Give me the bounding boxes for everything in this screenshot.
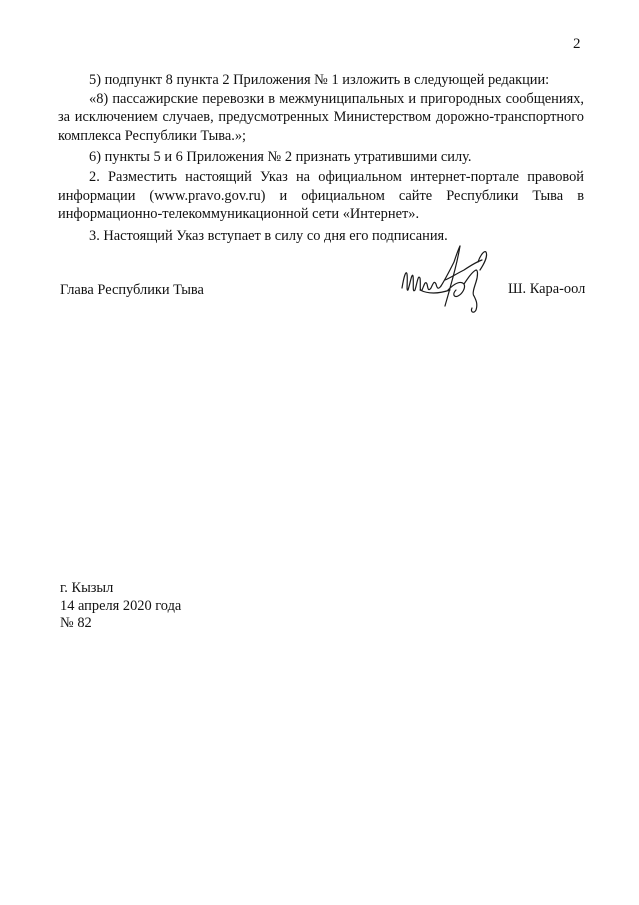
paragraph-item-2: 2. Разместить настоящий Указ на официальном интернет-портале правовой информации (www.pravo.gov.ru) и официальном сайте Республики Тыва в информационно-телекоммуникационной сети «Интернет». <box>58 168 584 223</box>
footer-city: г. Кызыл <box>60 580 114 596</box>
signatory-title: Глава Республики Тыва <box>60 282 204 298</box>
signatory-name: Ш. Кара-оол <box>508 281 586 297</box>
paragraph-quoted-edit: «8) пассажирские перевозки в межмуниципальных и пригородных сообщениях, за исключением случаев, предусмотренных Министерством дорожно-транспортного комплекса Республики Тыва.»; <box>58 90 584 144</box>
paragraph-subitem-5: 5) подпункт 8 пункта 2 Приложения № 1 изложить в следующей редакции: <box>89 72 550 88</box>
footer-number: № 82 <box>60 615 92 631</box>
document-body <box>58 71 584 245</box>
footer-date: 14 апреля 2020 года <box>60 597 182 614</box>
handwritten-signature <box>398 240 498 320</box>
page-number: 2 <box>573 36 581 52</box>
paragraph-subitem-6: 6) пункты 5 и 6 Приложения № 2 признать утратившими силу. <box>89 149 472 166</box>
paragraph-item-3: 3. Настоящий Указ вступает в силу со дня его подписания. <box>89 227 448 244</box>
document-footer <box>60 580 181 633</box>
